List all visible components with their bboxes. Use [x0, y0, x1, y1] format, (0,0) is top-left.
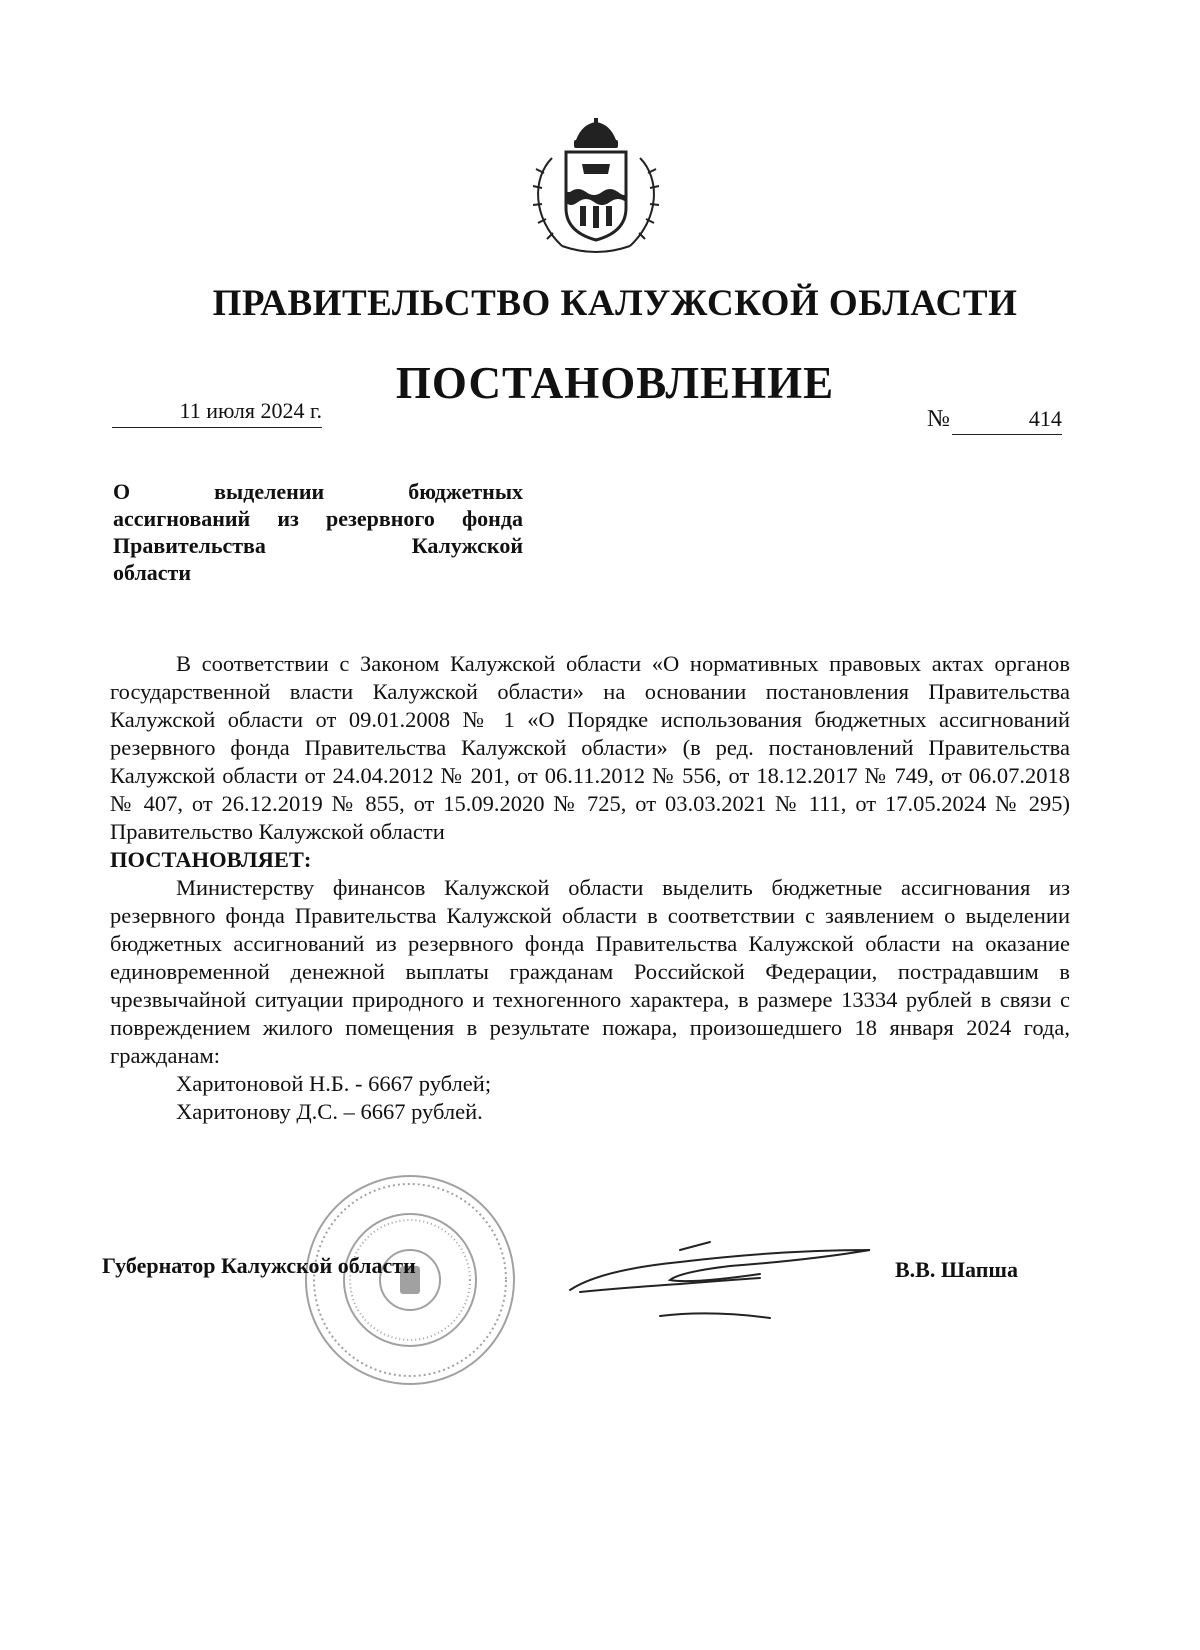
document-subject: [113, 478, 523, 586]
signer-name: В.В. Шапша: [895, 1257, 1018, 1282]
number-value: 414: [952, 406, 1062, 435]
recipient-line: Харитонову Д.С. – 6667 рублей.: [176, 1099, 483, 1124]
subject-line: ассигнований из резервного фонда: [113, 506, 523, 531]
number-label: №: [927, 406, 950, 432]
main-paragraph: Министерству финансов Калужской области выделить бюджетные ассигнования из резервного фонда Правительства Калужской области в соответствии с заявлением о выделении бюджетных ассигнований из резервного фонда Правительства Калужской области на оказание единовременной денежной выплаты гражданам Российской Федерации, пострадавшим в чрезвычайной ситуации природного и техногенного характера, в размере 13334 рублей в связи с повреждением жилого помещения в результате пожара, произошедшего 18 января 2024 года, гражданам:: [110, 875, 1070, 1068]
subject-line: Правительства Калужской: [113, 533, 523, 558]
document-number: [927, 406, 1077, 435]
decree-word: ПОСТАНОВЛЯЕТ:: [110, 847, 312, 872]
preamble-paragraph: В соответствии с Законом Калужской области «О нормативных правовых актах органов государственной власти Калужской области» на основании постановления Правительства Калужской области от 09.01.2008 № 1 «О Порядке использования бюджетных ассигнований резервного фонда Правительства Калужской области» (в ред. постановлений Правительства Калужской области от 24.04.2012 № 201, от 06.11.2012 № 556, от 18.12.2017 № 749, от 06.07.2018 № 407, от 26.12.2019 № 855, от 15.09.2020 № 725, от 03.03.2021 № 111, от 17.05.2024 № 295) Правительство Калужской области: [110, 651, 1070, 844]
recipient-line: Харитоновой Н.Б. - 6667 рублей;: [176, 1071, 492, 1096]
subject-line: О выделении бюджетных: [113, 479, 523, 504]
handwritten-signature-icon: [560, 1220, 880, 1330]
document-date: 11 июля 2024 г.: [112, 398, 322, 428]
document-body: [110, 650, 1070, 1126]
signer-position: Губернатор Калужской области: [102, 1253, 416, 1278]
document-type-title: ПОСТАНОВЛЕНИЕ: [395, 358, 835, 408]
coat-of-arms-icon: [522, 118, 670, 258]
subject-line: области: [113, 560, 192, 585]
official-seal-icon: [300, 1170, 520, 1390]
government-title: ПРАВИТЕЛЬСТВО КАЛУЖСКОЙ ОБЛАСТИ: [212, 283, 1018, 324]
